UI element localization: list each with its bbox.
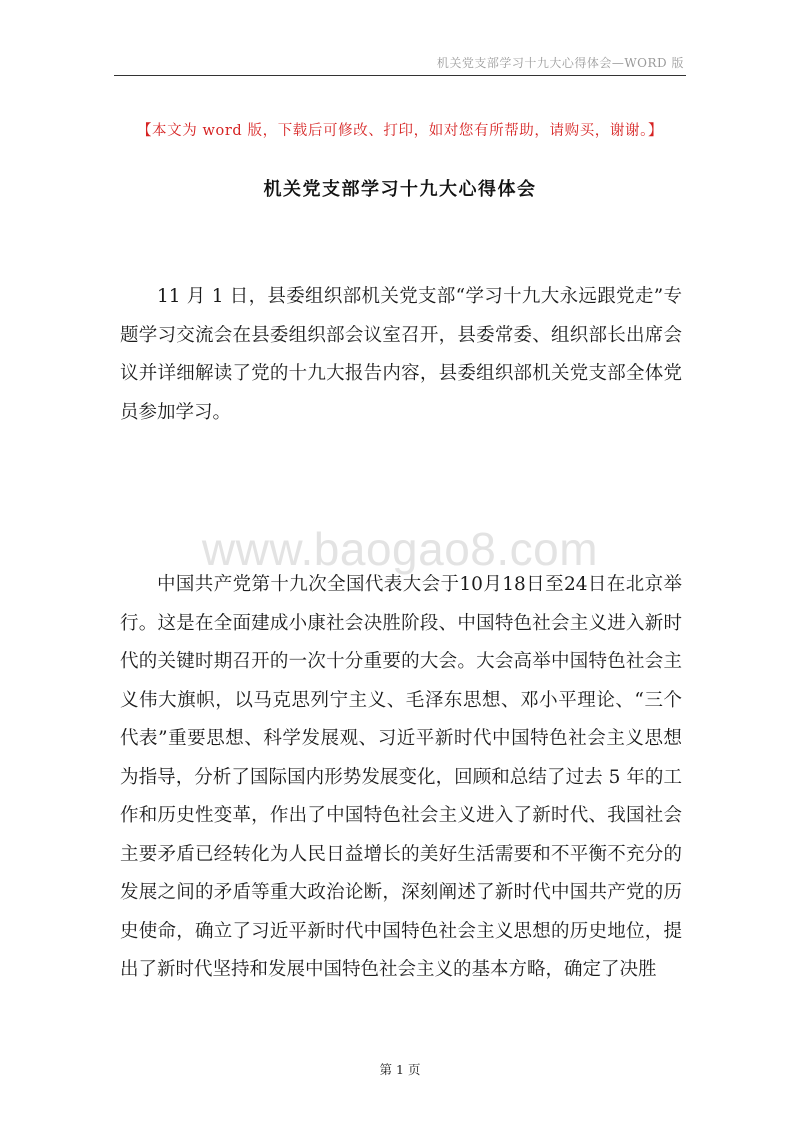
purchase-notice: 【本文为 word 版，下载后可修改、打印，如对您有所帮助，请购买，谢谢。】 [136, 123, 664, 139]
document-title: 机关党支部学习十九大心得体会 [263, 179, 537, 200]
watermark: www.baogao8.com [201, 523, 599, 575]
running-header: 机关党支部学习十九大心得体会—WORD 版 [436, 56, 684, 70]
paragraph-2: 中国共产党第十九次全国代表大会于10月18日至24日在北京举行。这是在全面建成小康社会决胜阶段、中国特色社会主义进入新时代的关键时期召开的一次十分重要的大会。大会高举中国特色社会主义伟大旗帜，以马克思列宁主义、毛泽东思想、邓小平理论、“三个代表”重要思想、科学发展观、习近平新时代中国特色社会主义思想为指导，分析了国际国内形势发展变化，回顾和总结了过去 5 年的工作和历史性变革，作出了中国特色社会主义进入了新时代、我国社会主要矛盾已经转化为人民日益增长的美好生活需要和不平衡不充分的发展之间的矛盾等重大政治论断，深刻阐述了新时代中国共产党的历史使命，确立了习近平新时代中国特色社会主义思想的历史地位，提出了新时代坚持和发展中国特色社会主义的基本方略，确定了决胜 [120, 574, 682, 980]
header-divider [114, 75, 686, 76]
paragraph-1: 11 月 1 日，县委组织部机关党支部“学习十九大永远跟党走”专题学习交流会在县委组织部会议室召开，县委常委、组织部长出席会议并详细解读了党的十九大报告内容，县委组织部机关党支部全体党员参加学习。 [120, 286, 682, 423]
page-number: 第 1 页 [379, 1062, 421, 1077]
